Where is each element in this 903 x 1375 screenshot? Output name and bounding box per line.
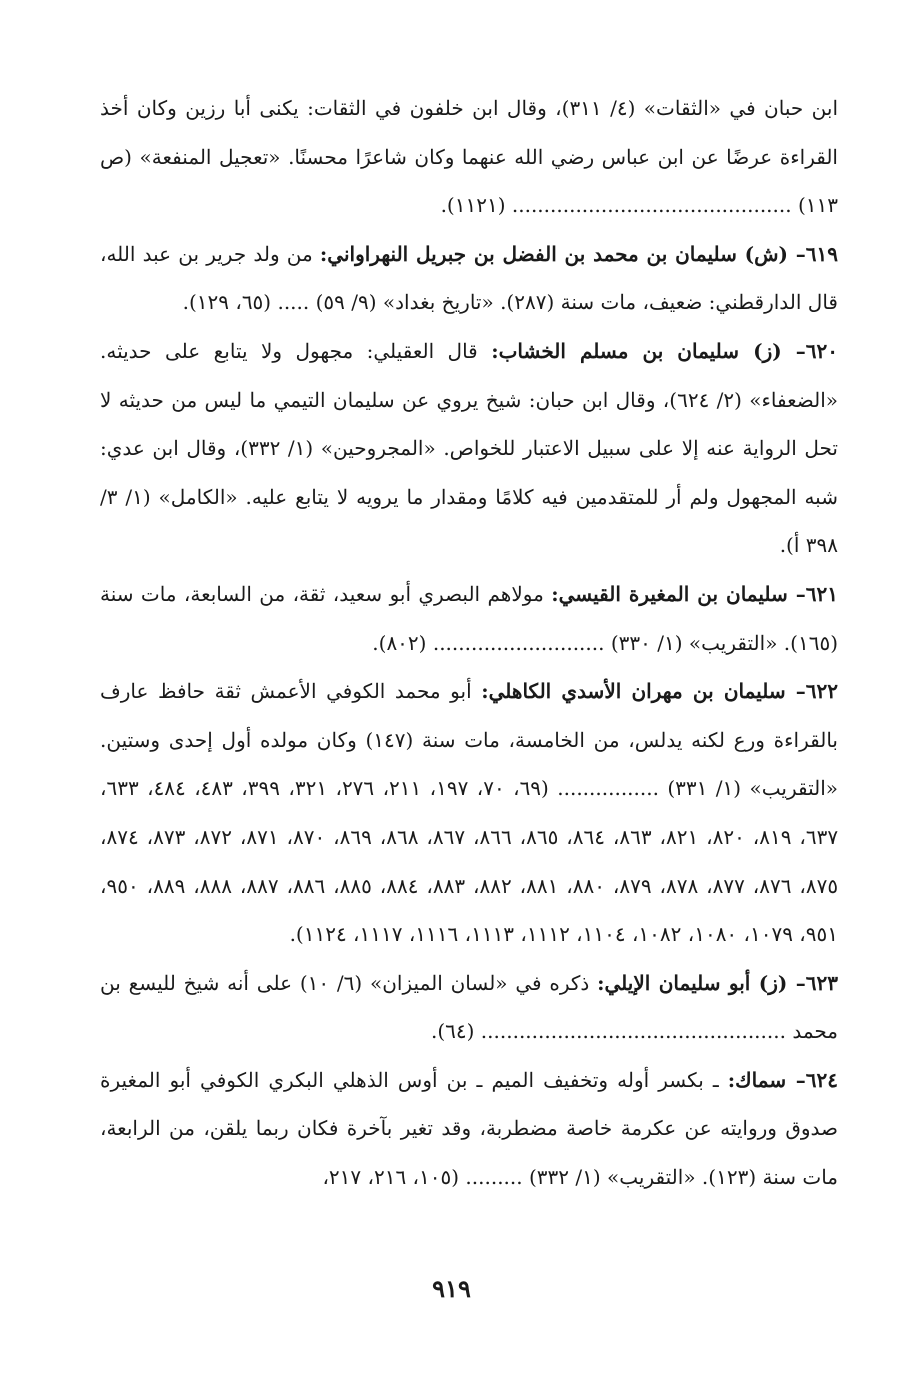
- entry-622: [100, 667, 838, 959]
- entry-text: أبو محمد الكوفي الأعمش ثقة حافظ عارف بالقراءة ورع لكنه يدلس، من الخامسة، مات سنة (١٤٧) وكان مولده أول إحدى وستين. «التقريب» (١/ ٣٣١) ................ (٦٩، ٧٠، ١٩٧، ٢١١، ٢٧٦، ٣٢١، ٣٩٩، ٤٨٣، ٤٨٤، ٦٣٣، ٦٣٧، ٨١٩، ٨٢٠، ٨٢١، ٨٦٣، ٨٦٤، ٨٦٥، ٨٦٦، ٨٦٧، ٨٦٨، ٨٦٩، ٨٧٠، ٨٧١، ٨٧٢، ٨٧٣، ٨٧٤، ٨٧٥، ٨٧٦، ٨٧٧، ٨٧٨، ٨٧٩، ٨٨٠، ٨٨١، ٨٨٢، ٨٨٣، ٨٨٤، ٨٨٥، ٨٨٦، ٨٨٧، ٨٨٨، ٨٨٩، ٩٥٠، ٩٥١، ١٠٧٩، ١٠٨٠، ١٠٨٢، ١١٠٤، ١١١٢، ١١١٣، ١١١٦، ١١١٧، ١١٢٤).: [100, 679, 839, 947]
- page-body: [100, 84, 838, 1202]
- entry-name: سليمان بن المغيرة القيسي:: [551, 581, 788, 606]
- entry-name: (ز) أبو سليمان الإيلي:: [597, 970, 788, 995]
- entry-continuation: [100, 84, 838, 230]
- entry-number: ٦٢٠–: [781, 338, 838, 363]
- page-number: ٩١٩: [432, 1274, 471, 1303]
- entry-name: (ز) سليمان بن مسلم الخشاب:: [491, 338, 782, 363]
- entry-623: [100, 959, 838, 1056]
- entry-619: [100, 230, 838, 327]
- entry-number: ٦٢٣–: [787, 970, 839, 995]
- entry-number: ٦٢٢–: [785, 679, 839, 704]
- entry-number: ٦١٩–: [787, 241, 838, 266]
- entry-text: ـ بكسر أوله وتخفيف الميم ـ بن أوس الذهلي البكري الكوفي أبو المغيرة صدوق وروايته عن عكرمة خاصة مضطربة، وقد تغير بآخرة فكان ربما يلقن، من الرابعة، مات سنة (١٢٣). «التقريب» (١/ ٣٣٢) ......... (١٠٥، ٢١٦، ٢١٧،: [100, 1067, 838, 1190]
- entry-name: سليمان بن مهران الأسدي الكاهلي:: [481, 679, 786, 704]
- entry-621: [100, 570, 838, 667]
- entry-name: (ش) سليمان بن محمد بن الفضل بن جبريل النهراواني:: [319, 241, 788, 266]
- entry-text: مولاهم البصري أبو سعيد، ثقة، من السابعة، مات سنة (١٦٥). «التقريب» (١/ ٣٣٠) ........................... (٨٠٢).: [100, 581, 838, 655]
- entry-number: ٦٢١–: [787, 581, 839, 606]
- entry-text: ذكره في «لسان الميزان» (٦/ ١٠) على أنه شيخ لليسع بن محمد ................................................ (٦٤).: [100, 970, 838, 1044]
- entry-text: من ولد جرير بن عبد الله، قال الدارقطني: ضعيف، مات سنة (٢٨٧). «تاريخ بغداد» (٩/ ٥٩) ..... (٦٥، ١٢٩).: [100, 241, 838, 315]
- entry-number: ٦٢٤–: [786, 1067, 838, 1092]
- entry-text: قال العقيلي: مجهول ولا يتابع على حديثه. «الضعفاء» (٢/ ٦٢٤)، وقال ابن حبان: شيخ يروي عن سليمان التيمي ما ليس من حديثه لا تحل الرواية عنه إلا على سبيل الاعتبار للخواص. «المجروحين» (١/ ٣٣٢)، وقال ابن عدي: شبه المجهول ولم أر للمتقدمين فيه كلامًا ومقدار ما يرويه لا يتابع عليه. «الكامل» (١/ ٣/ ٣٩٨ أ).: [100, 338, 839, 558]
- entry-name: سماك:: [727, 1067, 787, 1092]
- entry-text: ابن حبان في «الثقات» (٤/ ٣١١)، وقال ابن خلفون في الثقات: يكنى أبا رزين وكان أخذ القراءة عرضًا عن ابن عباس رضي الله عنهما وكان شاعرًا محسنًا. «تعجيل المنفعة» (ص ١١٣) ............................................ (١١٢١).: [100, 96, 838, 218]
- entry-624: [100, 1056, 838, 1202]
- entry-620: [100, 327, 838, 570]
